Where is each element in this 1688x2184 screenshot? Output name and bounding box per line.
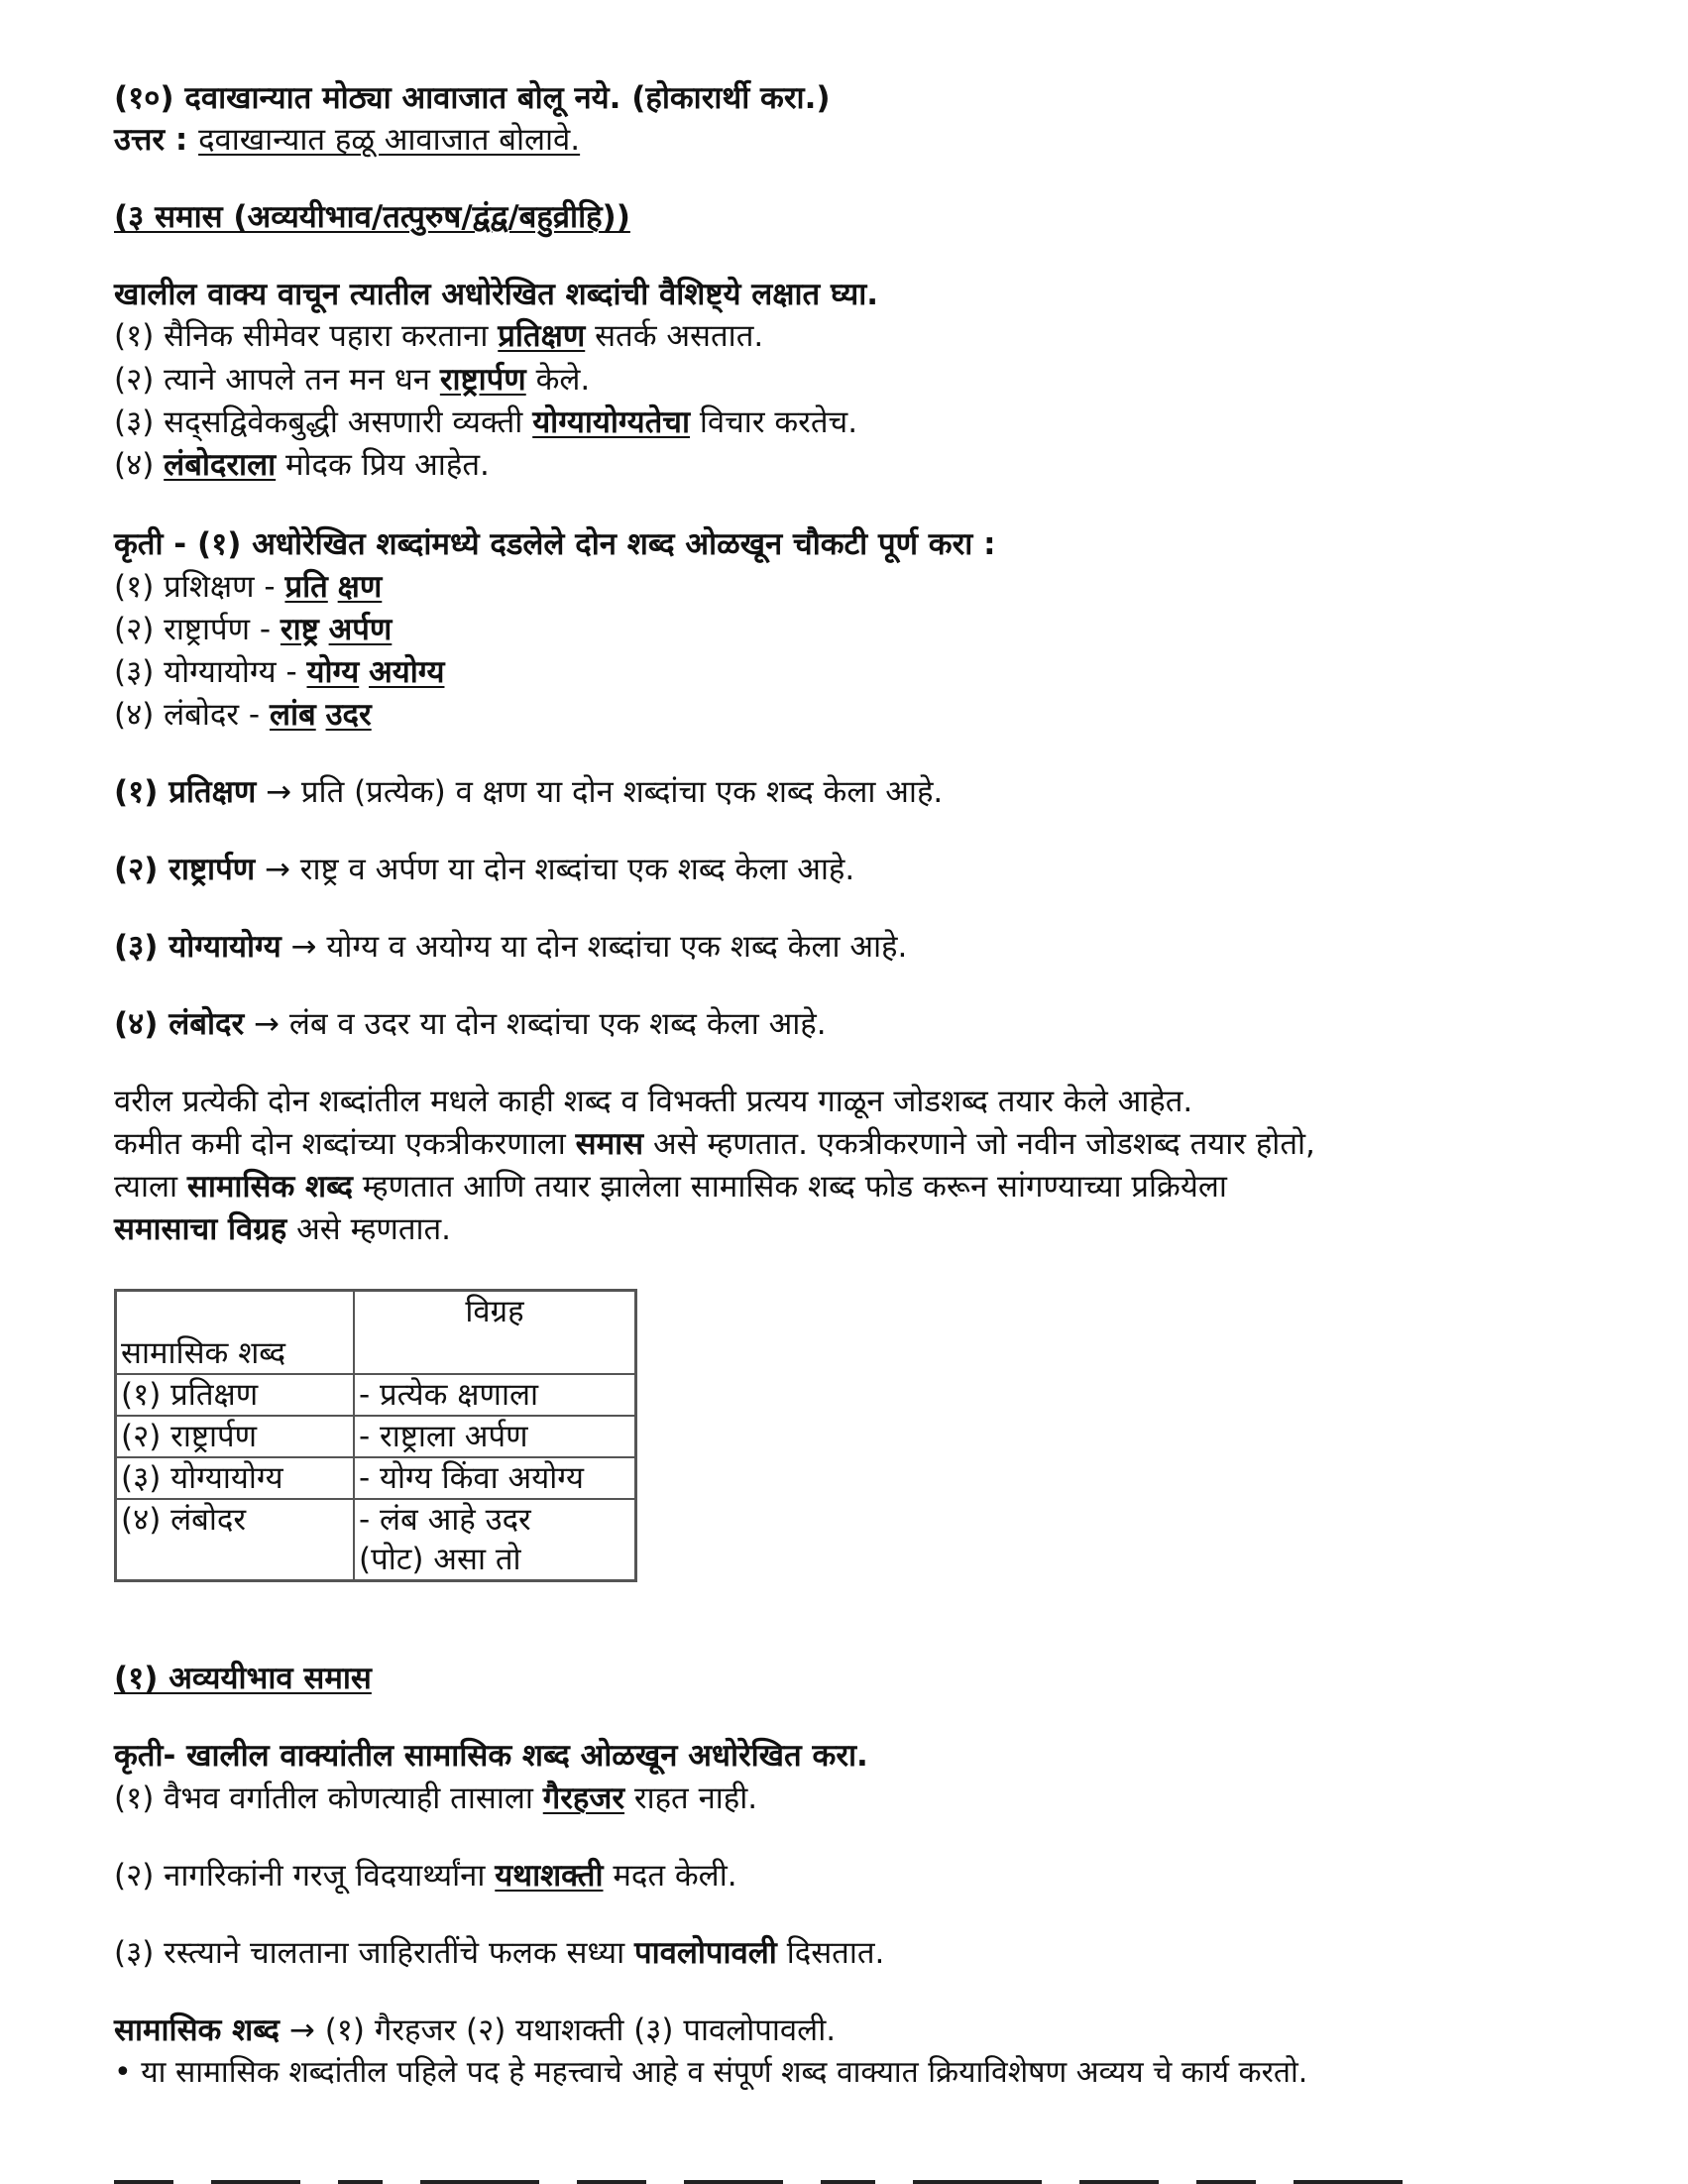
avyayibhav-kruti: कृती- खालील वाक्यांतील सामासिक शब्द ओळखून अधोरेखित करा. <box>114 1738 868 1774</box>
avyayibhav-sentence-2 <box>114 1855 737 1897</box>
kruti-item-4 <box>114 694 372 736</box>
key-term: समासाचा विग्रह <box>114 1211 287 1247</box>
para-text: कमीत कमी दोन शब्दांच्या एकत्रीकरणाला <box>114 1126 576 1162</box>
sentence-text: सतर्क असतात. <box>585 318 764 354</box>
table-header-row <box>116 1291 636 1375</box>
explain-3 <box>114 926 907 968</box>
para-line-1: वरील प्रत्येकी दोन शब्दांतील मधले काही शब्द व विभक्ती प्रत्यय गाळून जोडशब्द तयार केले आहेत. <box>114 1084 1193 1119</box>
table-row <box>116 1416 636 1457</box>
bold-word: पावलोपावली <box>634 1935 777 1971</box>
answer-word: योग्य <box>306 654 360 690</box>
sentence-text: (३) सद्सद्विवेकबुद्धी असणारी व्यक्ती <box>114 404 533 440</box>
answer-word: राष्ट्र <box>280 612 319 647</box>
explanation: → प्रति (प्रत्येक) व क्षण या दोन शब्दांचा एक शब्द केला आहे. <box>256 774 944 810</box>
para-text: त्याला <box>114 1169 187 1205</box>
cell-line: - लंब आहे उदर <box>359 1502 531 1538</box>
sentence-text: मोदक प्रिय आहेत. <box>276 447 490 483</box>
read-sentence-3 <box>114 402 857 443</box>
item-text: (३) योग्यायोग्य - <box>114 654 307 690</box>
underlined-word: लंबोदराला <box>164 447 277 483</box>
explain-4 <box>114 1003 827 1045</box>
vigraha-table <box>114 1289 637 1582</box>
sentence-text: (२) त्याने आपले तन मन धन <box>114 362 440 398</box>
underlined-word: राष्ट्रार्पण <box>439 362 526 398</box>
explanation: → योग्य व अयोग्य या दोन शब्दांचा एक शब्द केला आहे. <box>281 929 908 965</box>
para-line-2 <box>114 1123 1315 1165</box>
sentence-text: मदत केली. <box>603 1858 737 1894</box>
underlined-word: प्रतिक्षण <box>498 318 586 354</box>
answer-word: अयोग्य <box>369 654 445 690</box>
item-text: (२) राष्ट्रार्पण - <box>114 612 281 647</box>
explain-1 <box>114 771 943 813</box>
sentence-text: राहत नाही. <box>624 1781 758 1816</box>
table-cell <box>354 1499 636 1581</box>
table-header-word: सामासिक शब्द <box>116 1291 355 1375</box>
para-line-4 <box>114 1208 451 1250</box>
answer-word: लांब <box>269 697 316 733</box>
term: (४) लंबोदर <box>114 1006 245 1042</box>
samasik-summary <box>114 2010 836 2051</box>
table-row <box>116 1499 636 1581</box>
answer-word: क्षण <box>337 569 383 605</box>
underlined-word: गैरहजर <box>542 1781 625 1816</box>
explanation: → राष्ट्र व अर्पण या दोन शब्दांचा एक शब्द केला आहे. <box>255 852 855 887</box>
key-term: समास <box>575 1126 644 1162</box>
avyayibhav-sentence-1 <box>114 1778 757 1819</box>
section-heading: (३ समास (अव्ययीभाव/तत्पुरुष/द्वंद्व/बहुव्रीहि)) <box>114 199 630 235</box>
bullet-note: • या सामासिक शब्दांतील पहिले पद हे महत्त्वाचे आहे व संपूर्ण शब्द वाक्यात क्रियाविशेषण अव्यय चे कार्य करतो. <box>114 2055 1308 2090</box>
item-text: (४) लंबोदर - <box>114 697 270 733</box>
sentence-text: (१) वैभव वर्गातील कोणत्याही तासाला <box>114 1781 543 1816</box>
avyayibhav-sentence-3 <box>114 1932 884 1974</box>
table-row <box>116 1374 636 1416</box>
summary-text: → (१) गैरहजर (२) यथाशक्ती (३) पावलोपावली. <box>280 2012 837 2048</box>
sentence-text: दिसतात. <box>776 1935 885 1971</box>
table-cell: - प्रत्येक क्षणाला <box>354 1374 636 1416</box>
sentence-text: केले. <box>525 362 591 398</box>
answer-word: प्रति <box>284 569 328 605</box>
para-line-3 <box>114 1166 1227 1207</box>
read-heading: खालील वाक्य वाचून त्यातील अधोरेखित शब्दांची वैशिष्ट्ये लक्षात घ्या. <box>114 277 879 312</box>
cell-line: (पोट) असा तो <box>359 1542 521 1577</box>
table-cell: (१) प्रतिक्षण <box>116 1374 355 1416</box>
para-text: असे म्हणतात. <box>286 1211 452 1247</box>
sentence-text: (१) सैनिक सीमेवर पहारा करताना <box>114 318 499 354</box>
table-cell: - राष्ट्राला अर्पण <box>354 1416 636 1457</box>
underlined-word: यथाशक्ती <box>495 1858 604 1894</box>
answer-text: दवाखान्यात हळू आवाजात बोलावे. <box>198 122 581 158</box>
key-term: सामासिक शब्द <box>186 1169 353 1205</box>
explain-2 <box>114 849 854 890</box>
table-cell: (३) योग्यायोग्य <box>116 1457 355 1499</box>
para-text: म्हणतात आणि तयार झालेला सामासिक शब्द फोड करून सांगण्याच्या प्रक्रियेला <box>352 1169 1227 1205</box>
table-cell: (२) राष्ट्रार्पण <box>116 1416 355 1457</box>
term: (२) राष्ट्रार्पण <box>114 852 256 887</box>
cut-off-line <box>114 2169 1551 2184</box>
term: (३) योग्यायोग्य <box>114 929 281 965</box>
explanation: → लंब व उदर या दोन शब्दांचा एक शब्द केला आहे. <box>244 1006 827 1042</box>
term: (१) प्रतिक्षण <box>114 774 257 810</box>
kruti-item-1 <box>114 566 382 608</box>
read-sentence-4 <box>114 444 490 486</box>
answer-label: उत्तर : <box>114 122 199 158</box>
table-row <box>116 1457 636 1499</box>
table-header-vigraha: विग्रह <box>354 1291 636 1375</box>
underlined-word: योग्यायोग्यतेचा <box>532 404 690 440</box>
item-text: (१) प्रशिक्षण - <box>114 569 285 605</box>
para-text: असे म्हणतात. एकत्रीकरणाने जो नवीन जोडशब्द तयार होतो, <box>643 1126 1315 1162</box>
answer-line <box>114 119 580 161</box>
kruti-item-3 <box>114 651 444 693</box>
avyayibhav-heading: (१) अव्ययीभाव समास <box>114 1661 372 1696</box>
read-sentence-1 <box>114 315 763 357</box>
table-cell: (४) लंबोदर <box>116 1499 355 1581</box>
summary-label: सामासिक शब्द <box>114 2012 281 2048</box>
sentence-text: विचार करतेच. <box>690 404 858 440</box>
kruti-heading: कृती - (१) अधोरेखित शब्दांमध्ये दडलेले दोन शब्द ओळखून चौकटी पूर्ण करा : <box>114 526 996 562</box>
table-cell: - योग्य किंवा अयोग्य <box>354 1457 636 1499</box>
answer-word: अर्पण <box>328 612 393 647</box>
sentence-text: (३) रस्त्याने चालताना जाहिरातींचे फलक सध्या <box>114 1935 634 1971</box>
sentence-text: (४) <box>114 447 165 483</box>
read-sentence-2 <box>114 359 590 401</box>
kruti-item-2 <box>114 609 392 650</box>
sentence-text: (२) नागरिकांनी गरजू विदयार्थ्यांना <box>114 1858 496 1894</box>
question-10: (१०) दवाखान्यात मोठ्या आवाजात बोलू नये. (होकारार्थी करा.) <box>114 80 831 116</box>
answer-word: उदर <box>325 697 372 733</box>
